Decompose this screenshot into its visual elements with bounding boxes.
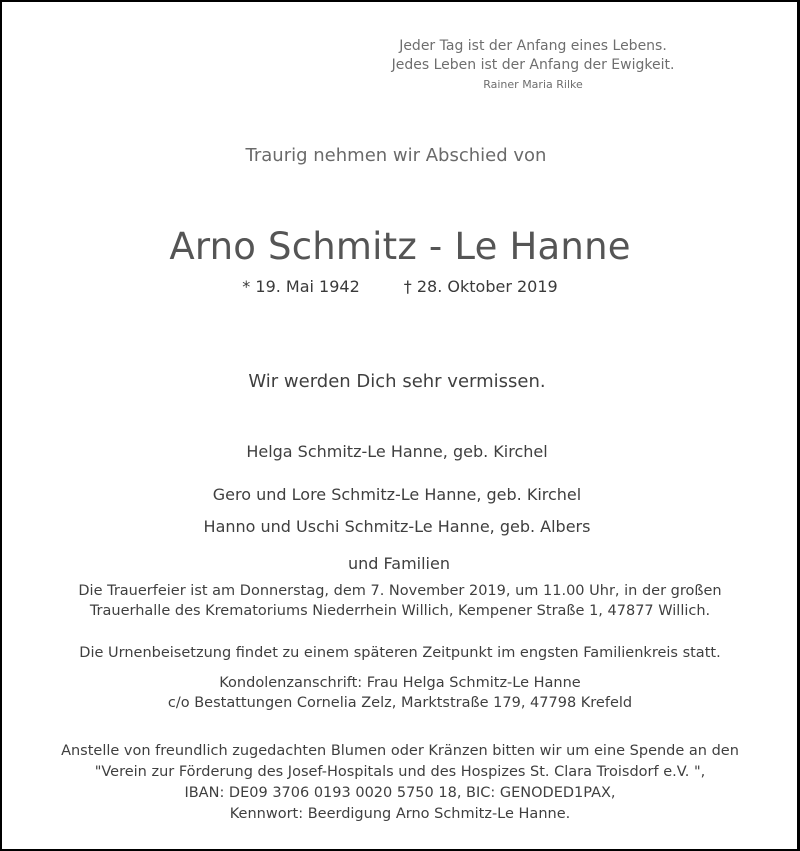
donation-bank-details: IBAN: DE09 3706 0193 0020 5750 18, BIC: GENODED1PAX, (184, 785, 616, 801)
deceased-name: Arno Schmitz - Le Hanne (169, 225, 631, 268)
quote-author: Rainer Maria Rilke (483, 78, 583, 91)
urn-burial-info: Die Urnenbeisetzung findet zu einem späteren Zeitpunkt im engsten Familienkreis statt. (79, 645, 721, 661)
funeral-line-1: Die Trauerfeier ist am Donnerstag, dem 7. November 2019, um 11.00 Uhr, in der großen (78, 583, 722, 599)
mourner-1: Helga Schmitz-Le Hanne, geb. Kirchel (246, 442, 548, 461)
intro-text: Traurig nehmen wir Abschied von (245, 145, 547, 166)
life-dates (0, 277, 800, 296)
donation-line-1: Anstelle von freundlich zugedachten Blumen oder Kränzen bitten wir um eine Spende an den (61, 743, 739, 759)
quote-line-1: Jeder Tag ist der Anfang eines Lebens. (399, 38, 667, 54)
death-date: † 28. Oktober 2019 (403, 277, 558, 296)
donation-line-2: "Verein zur Förderung des Josef-Hospitals und des Hospizes St. Clara Troisdorf e.V. ", (94, 764, 706, 780)
farewell-message: Wir werden Dich sehr vermissen. (248, 371, 546, 392)
mourner-families: und Familien (348, 554, 450, 573)
mourner-3: Hanno und Uschi Schmitz-Le Hanne, geb. Albers (203, 517, 591, 536)
funeral-line-2: Trauerhalle des Krematoriums Niederrhein Willich, Kempener Straße 1, 47877 Willich. (89, 603, 711, 619)
donation-keyword: Kennwort: Beerdigung Arno Schmitz-Le Hanne. (229, 806, 571, 822)
quote-line-2: Jedes Leben ist der Anfang der Ewigkeit. (391, 57, 675, 73)
condolence-line-1: Kondolenzanschrift: Frau Helga Schmitz-Le Hanne (219, 675, 581, 691)
birth-date: * 19. Mai 1942 (242, 277, 360, 296)
mourner-2: Gero und Lore Schmitz-Le Hanne, geb. Kirchel (212, 485, 582, 504)
condolence-line-2: c/o Bestattungen Cornelia Zelz, Marktstraße 179, 47798 Krefeld (167, 695, 633, 711)
